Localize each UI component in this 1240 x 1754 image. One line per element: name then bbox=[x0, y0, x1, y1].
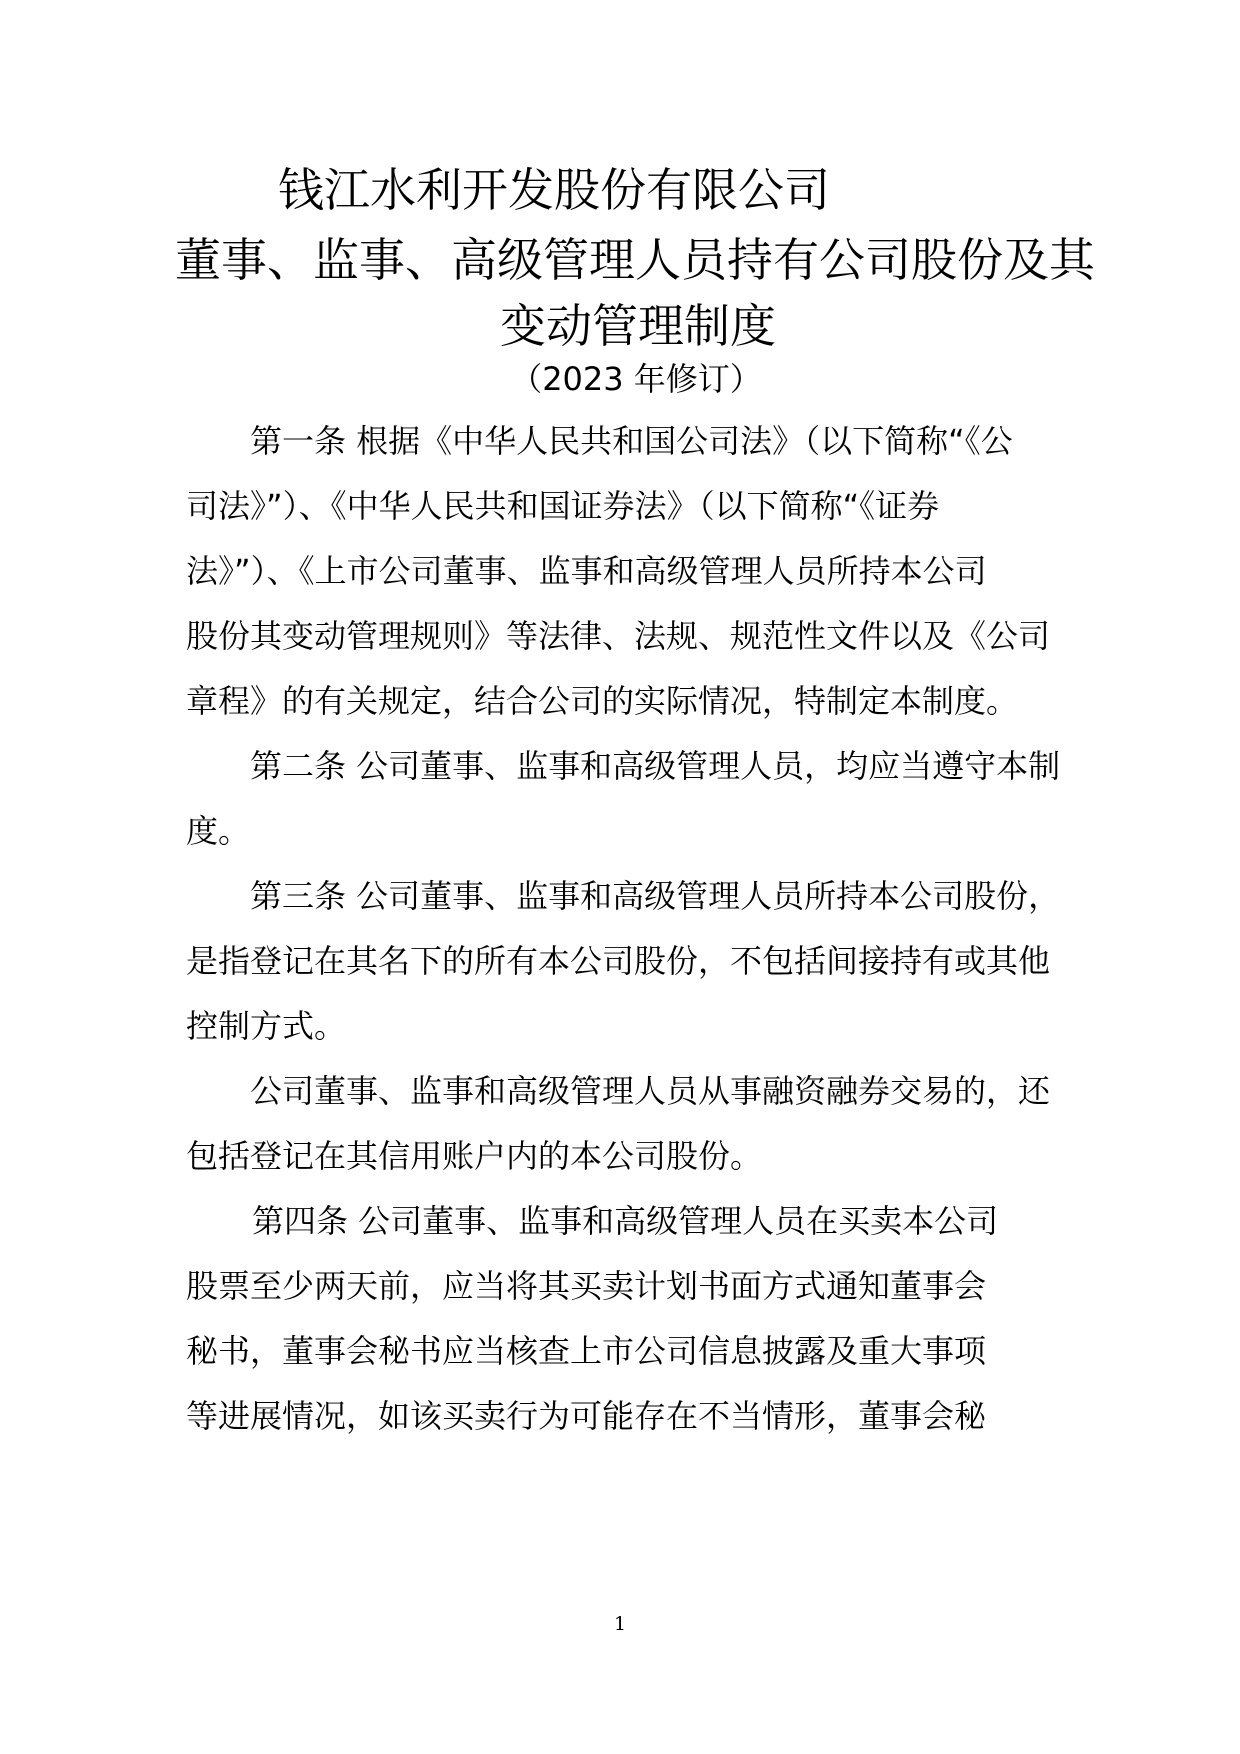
article-1-line-3: 法》”）、《上市公司董事、监事和高级管理人员所持本公司 bbox=[186, 552, 987, 590]
article-2-line-2: 度。 bbox=[186, 812, 251, 850]
article-3-line-1: 第三条 公司董事、监事和高级管理人员所持本公司股份， bbox=[250, 877, 1061, 915]
article-4-line-1: 第四条 公司董事、监事和高级管理人员在买卖本公司 bbox=[252, 1202, 999, 1240]
article-3-line-2: 是指登记在其名下的所有本公司股份，不包括间接持有或其他 bbox=[186, 942, 1051, 980]
document-title-revision: （2023 年修订） bbox=[510, 360, 762, 398]
document-title-main-cont: 变动管理制度 bbox=[500, 299, 776, 353]
paragraph-line-2: 包括登记在其信用账户内的本公司股份。 bbox=[186, 1137, 763, 1175]
article-1-line-5: 章程》的有关规定，结合公司的实际情况，特制定本制度。 bbox=[186, 682, 1019, 720]
document-title-company: 钱江水利开发股份有限公司 bbox=[278, 163, 830, 217]
article-1-line-1: 第一条 根据《中华人民共和国公司法》（以下简称“《公 bbox=[250, 422, 1013, 460]
article-4-line-2: 股票至少两天前，应当将其买卖计划书面方式通知董事会 bbox=[186, 1267, 987, 1305]
paragraph-line-1: 公司董事、监事和高级管理人员从事融资融券交易的，还 bbox=[250, 1072, 1051, 1110]
article-1-line-2: 司法》”）、《中华人民共和国证券法》（以下简称“《证券 bbox=[186, 487, 940, 525]
article-1-line-4: 股份其变动管理规则》等法律、法规、规范性文件以及《公司 bbox=[186, 617, 1051, 655]
article-4-line-3: 秘书，董事会秘书应当核查上市公司信息披露及重大事项 bbox=[186, 1332, 987, 1370]
document-title-main: 董事、监事、高级管理人员持有公司股份及其 bbox=[175, 233, 1095, 287]
article-2-line-1: 第二条 公司董事、监事和高级管理人员，均应当遵守本制 bbox=[250, 747, 1061, 785]
article-4-line-4: 等进展情况，如该买卖行为可能存在不当情形，董事会秘 bbox=[186, 1397, 987, 1435]
page-number: 1 bbox=[613, 1613, 627, 1635]
article-3-line-3: 控制方式。 bbox=[186, 1007, 347, 1045]
